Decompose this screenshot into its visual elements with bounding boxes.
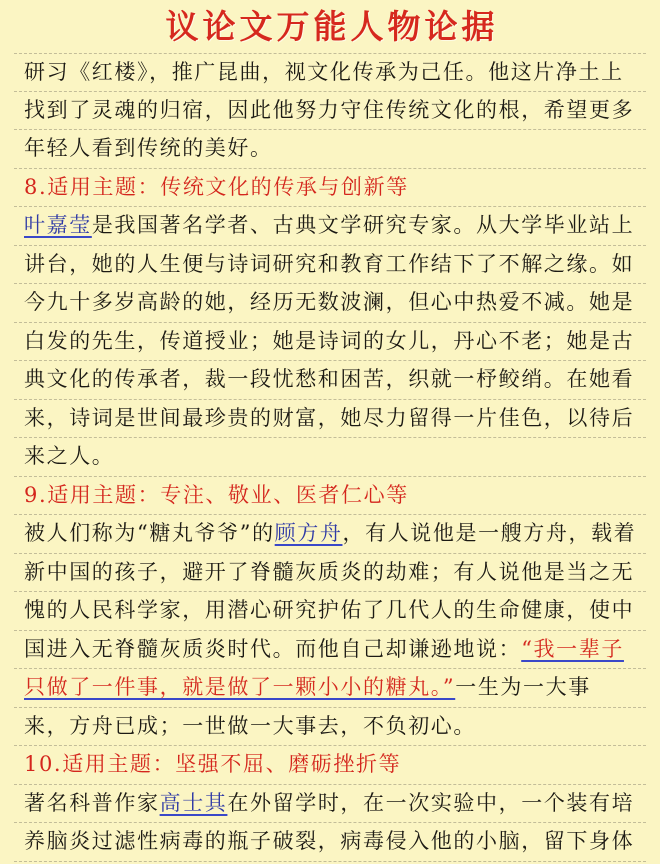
paragraph-text: 来，方舟已成；一世做一大事去，不负初心。	[24, 713, 476, 738]
section-heading-row	[14, 746, 646, 785]
text-line	[14, 130, 646, 169]
paragraph-text: 国进入无脊髓灰质炎时代。而他自己却谦逊地说：	[24, 636, 522, 661]
paragraph-text: 典文化的传承者，裁一段忧愁和困苦，织就一杼鲛绡。在她看	[24, 367, 635, 391]
page-title: 议论文万能人物论据	[165, 7, 499, 46]
text-line	[14, 515, 646, 554]
paragraph-text: 一生为一大事	[455, 675, 591, 699]
paragraph-text: 在外留学时，在一次实验中，一个装有培	[227, 790, 635, 815]
highlighted-quote: “我一辈子	[521, 636, 624, 661]
paragraph-text: 著名科普作家	[24, 790, 160, 815]
person-name: 高士其	[159, 790, 228, 815]
text-line	[14, 53, 646, 92]
text-line	[14, 823, 646, 862]
section-heading: 10.适用主题：坚强不屈、磨砺挫折等	[24, 752, 402, 776]
paragraph-text: 找到了灵魂的归宿，因此他努力守住传统文化的根，希望更多	[24, 97, 635, 122]
text-line	[14, 554, 646, 593]
paragraph-text: 研习《红楼》，推广昆曲，视文化传承为己任。他这片净土上	[24, 60, 624, 84]
paragraph-text: 讲台，她的人生便与诗词研究和教育工作结下了不解之缘。如	[24, 251, 635, 276]
text-line	[14, 669, 646, 708]
person-name: 叶嘉莹	[24, 213, 92, 237]
paragraph-text: 养脑炎过滤性病毒的瓶子破裂，病毒侵入他的小脑，留下身体	[24, 829, 635, 853]
paragraph-text: 愧的人民科学家，用潜心研究护佑了几代人的生命健康，使中	[24, 598, 635, 622]
paragraph-text: 来，诗词是世间最珍贵的财富，她尽力留得一片佳色，以待后	[24, 405, 635, 430]
paragraph-text: 白发的先生，传道授业；她是诗词的女儿，丹心不老；她是古	[24, 328, 635, 353]
text-line	[14, 438, 646, 477]
text-line	[14, 708, 646, 747]
paragraph-text: 被人们称为“糖丸爷爷”的	[24, 521, 275, 545]
text-line	[14, 323, 646, 362]
section-heading: 8.适用主题：传统文化的传承与创新等	[24, 174, 409, 199]
text-line	[14, 785, 646, 824]
text-line	[14, 361, 646, 400]
section-heading-row	[14, 477, 646, 516]
paragraph-text: 是我国著名学者、古典文学研究专家。从大学毕业站上	[91, 213, 635, 237]
lined-text-body	[14, 53, 646, 862]
section-heading-row	[14, 169, 646, 208]
section-heading: 9.适用主题：专注、敬业、医者仁心等	[24, 482, 409, 507]
paragraph-text: ，有人说他是一艘方舟，载着	[342, 521, 637, 545]
text-line	[14, 400, 646, 439]
text-line	[14, 631, 646, 670]
person-name: 顾方舟	[274, 521, 343, 545]
text-line	[14, 92, 646, 131]
text-line	[14, 246, 646, 285]
paragraph-text: 年轻人看到传统的美好。	[24, 136, 273, 160]
paragraph-text: 来之人。	[24, 444, 115, 468]
paragraph-text: 今九十多岁高龄的她，经历无数波澜，但心中热爱不减。她是	[24, 290, 635, 314]
paragraph-text: 新中国的孩子，避开了脊髓灰质炎的劫难；有人说他是当之无	[24, 559, 635, 584]
text-line	[14, 207, 646, 246]
highlighted-quote: 只做了一件事，就是做了一颗小小的糖丸。”	[24, 675, 456, 699]
text-line	[14, 592, 646, 631]
text-line	[14, 284, 646, 323]
